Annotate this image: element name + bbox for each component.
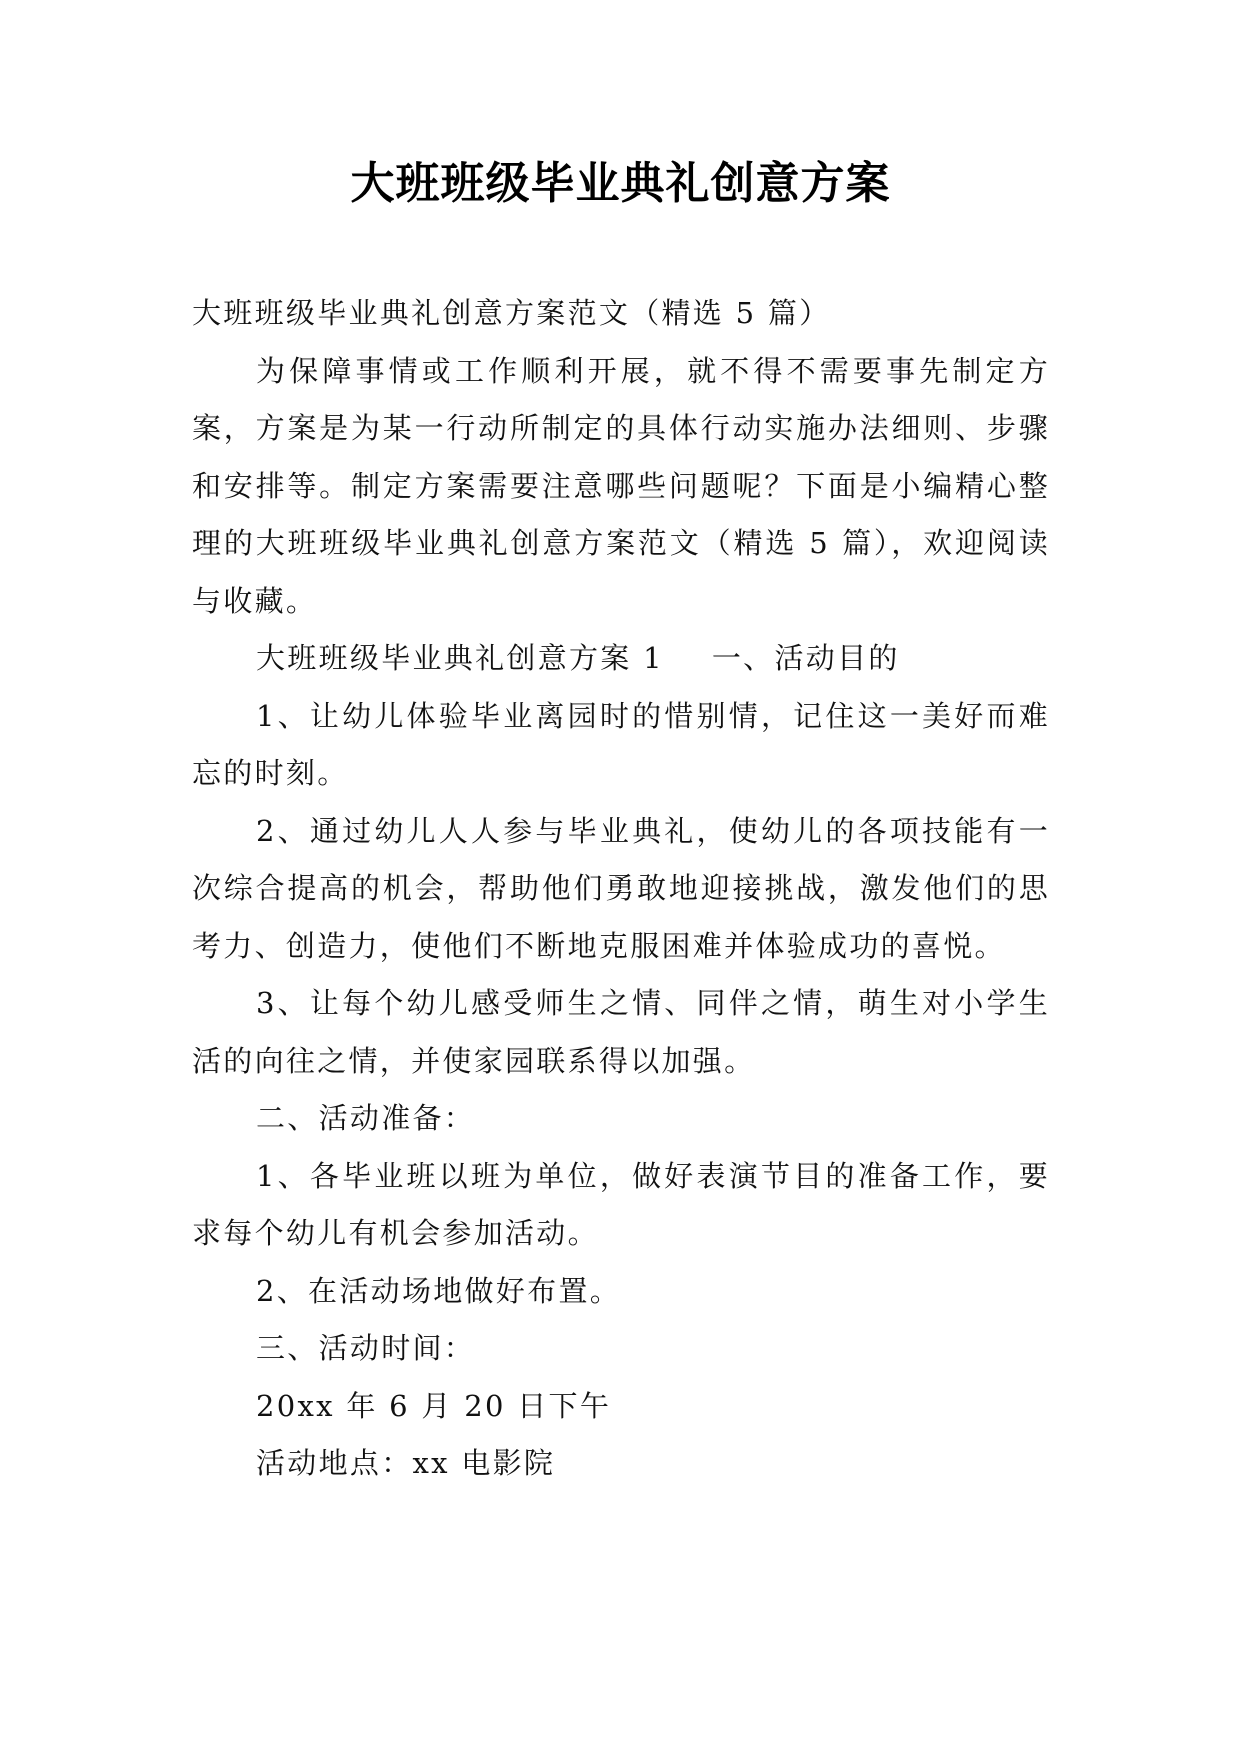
- prep-heading: 二、活动准备：: [256, 1101, 476, 1135]
- document-title: 大班班级毕业典礼创意方案: [350, 158, 891, 209]
- goal-item-2: 2、通过幼儿人人参与毕业典礼，使幼儿的各项技能有一次综合提高的机会，帮助他们勇敢地迎接挑战，激发他们的思考力、创造力，使他们不断地克服困难并体验成功的喜悦。: [192, 813, 1050, 963]
- document-subtitle: 大班班级毕业典礼创意方案范文（精选 5 篇）: [192, 296, 831, 330]
- intro-paragraph: 为保障事情或工作顺利开展，就不得不需要事先制定方案，方案是为某一行动所制定的具体行动实施办法细则、步骤和安排等。制定方案需要注意哪些问题呢？下面是小编精心整理的大班班级毕业典礼创意方案范文（精选 5 篇），欢迎阅读与收藏。: [192, 353, 1050, 618]
- document-body: [192, 285, 1050, 1493]
- goal-item-3: 3、让每个幼儿感受师生之情、同伴之情，萌生对小学生活的向往之情，并使家园联系得以加强。: [192, 986, 1050, 1078]
- goal-item-1: 1、让幼儿体验毕业离园时的惜别情，记住这一美好而难忘的时刻。: [192, 698, 1050, 790]
- prep-item-1: 1、各毕业班以班为单位，做好表演节目的准备工作，要求每个幼儿有机会参加活动。: [192, 1158, 1050, 1250]
- section-1-heading: 大班班级毕业典礼创意方案 1: [256, 641, 664, 675]
- location-line: 活动地点：xx 电影院: [256, 1446, 556, 1480]
- section-1-heading-line: [192, 630, 1050, 688]
- time-heading: 三、活动时间：: [256, 1331, 476, 1365]
- time-value: 20xx 年 6 月 20 日下午: [256, 1388, 612, 1423]
- goal-heading: 一、活动目的: [711, 641, 900, 675]
- prep-item-2: 2、在活动场地做好布置。: [256, 1273, 622, 1308]
